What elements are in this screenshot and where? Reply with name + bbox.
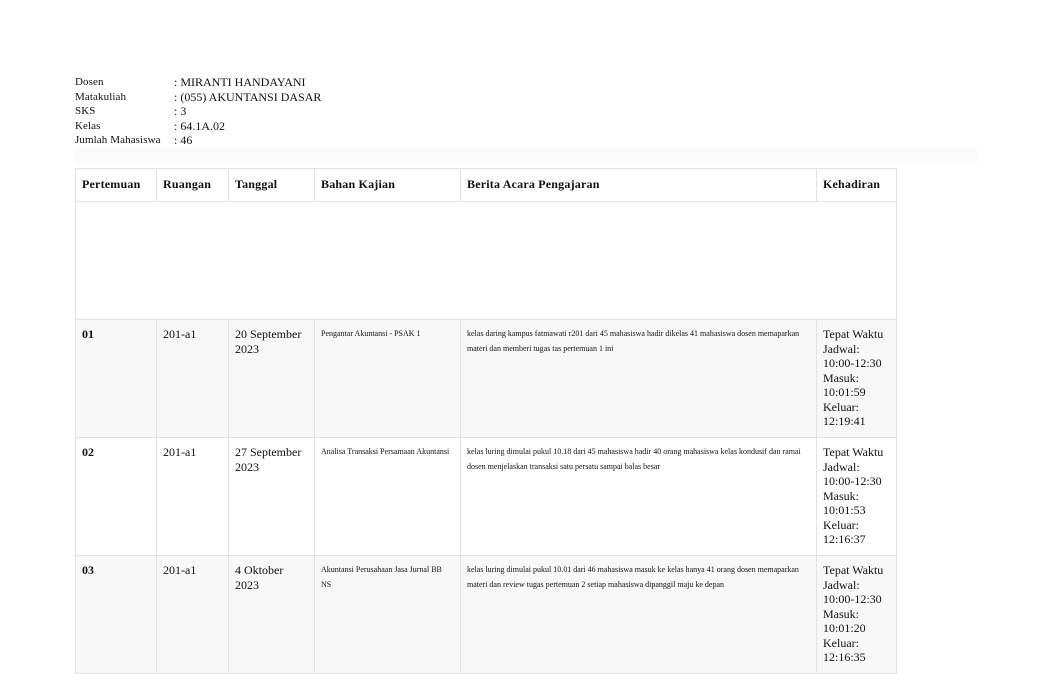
header-bahan-kajian: Bahan Kajian bbox=[315, 169, 461, 202]
cell-berita-acara: kelas luring dimulai pukul 10.01 dari 46 mahasiswa masuk ke kelas hanya 41 orang dosen memaparkan materi dan review tugas pertemuan 2 setiap mahasiswa dipanggil maju ke depan bbox=[461, 556, 817, 674]
table-header-row bbox=[76, 169, 897, 202]
attendance-table bbox=[75, 168, 897, 674]
kehadiran-status: Tepat Waktu bbox=[823, 563, 884, 577]
cell-ruangan: 201-a1 bbox=[157, 438, 229, 556]
info-row-matakuliah bbox=[75, 90, 321, 105]
cell-berita-acara: kelas luring dimulai pukul 10.18 dari 45 mahasiswa hadir 40 orang mahasiswa kelas kondusif dan ramai dosen menjelaskan transaksi satu persatu sampai balas besar bbox=[461, 438, 817, 556]
jadwal-label: Jadwal: bbox=[823, 341, 860, 356]
cell-pertemuan: 03 bbox=[76, 556, 157, 674]
cell-kehadiran bbox=[817, 556, 897, 674]
info-value: : 64.1A.02 bbox=[174, 118, 225, 133]
info-row-dosen bbox=[75, 75, 321, 90]
info-row-kelas bbox=[75, 119, 321, 134]
info-value: : 3 bbox=[174, 104, 187, 119]
header-kehadiran: Kehadiran bbox=[817, 169, 897, 202]
masuk-label: Masuk: bbox=[823, 606, 859, 621]
kehadiran-status: Tepat Waktu bbox=[823, 445, 884, 459]
info-value: : 46 bbox=[174, 133, 193, 148]
header-berita-acara: Berita Acara Pengajaran bbox=[461, 169, 817, 202]
jadwal-value: 10:00-12:30 bbox=[823, 356, 882, 370]
keluar-value: 12:16:37 bbox=[823, 532, 866, 546]
masuk-label: Masuk: bbox=[823, 370, 859, 385]
cell-kehadiran bbox=[817, 438, 897, 556]
jadwal-label: Jadwal: bbox=[823, 577, 860, 592]
table-row bbox=[76, 438, 897, 556]
header-ruangan: Ruangan bbox=[157, 169, 229, 202]
keluar-label: Keluar: bbox=[823, 635, 859, 650]
info-row-sks bbox=[75, 104, 321, 119]
jadwal-label: Jadwal: bbox=[823, 459, 860, 474]
header-tanggal: Tanggal bbox=[229, 169, 315, 202]
masuk-value: 10:01:59 bbox=[823, 385, 866, 399]
cell-pertemuan: 01 bbox=[76, 320, 157, 438]
cell-ruangan: 201-a1 bbox=[157, 320, 229, 438]
info-label: Matakuliah bbox=[75, 90, 127, 103]
info-label: Jumlah Mahasiswa bbox=[75, 134, 161, 147]
info-value: : (055) AKUNTANSI DASAR bbox=[174, 89, 322, 104]
jadwal-value: 10:00-12:30 bbox=[823, 474, 882, 488]
keluar-label: Keluar: bbox=[823, 399, 859, 414]
cell-berita-acara: kelas daring kampus fatmawati r201 dari 45 mahasiswa hadir dikelas 41 mahasiswa dosen memaparkan materi dan memberi tugas tas pertemuan 1 ini bbox=[461, 320, 817, 438]
cell-tanggal: 27 September 2023 bbox=[229, 438, 315, 556]
cell-bahan-kajian: Analisa Transaksi Persamaan Akuntansi bbox=[315, 438, 461, 556]
info-row-jumlah-mahasiswa bbox=[75, 133, 321, 148]
keluar-label: Keluar: bbox=[823, 517, 859, 532]
cell-tanggal: 4 Oktober 2023 bbox=[229, 556, 315, 674]
kehadiran-status: Tepat Waktu bbox=[823, 327, 884, 341]
masuk-value: 10:01:20 bbox=[823, 621, 866, 635]
table-spacer bbox=[76, 202, 897, 320]
course-info bbox=[75, 75, 321, 148]
cell-tanggal: 20 September 2023 bbox=[229, 320, 315, 438]
cell-kehadiran bbox=[817, 320, 897, 438]
header-pertemuan: Pertemuan bbox=[76, 169, 157, 202]
info-label: Kelas bbox=[75, 119, 101, 132]
cell-bahan-kajian: Akuntansi Perusahaan Jasa Jurnal BB NS bbox=[315, 556, 461, 674]
info-label: SKS bbox=[75, 105, 96, 118]
info-value: : MIRANTI HANDAYANI bbox=[174, 75, 306, 89]
cell-ruangan: 201-a1 bbox=[157, 556, 229, 674]
masuk-value: 10:01:53 bbox=[823, 503, 866, 517]
keluar-value: 12:16:35 bbox=[823, 650, 866, 664]
cell-bahan-kajian: Pengantar Akuntansi - PSAK 1 bbox=[315, 320, 461, 438]
jadwal-value: 10:00-12:30 bbox=[823, 592, 882, 606]
table-row bbox=[76, 320, 897, 438]
masuk-label: Masuk: bbox=[823, 488, 859, 503]
separator-band bbox=[75, 148, 977, 163]
keluar-value: 12:19:41 bbox=[823, 414, 866, 428]
info-label: Dosen bbox=[75, 76, 104, 88]
cell-pertemuan: 02 bbox=[76, 438, 157, 556]
table-row bbox=[76, 556, 897, 674]
